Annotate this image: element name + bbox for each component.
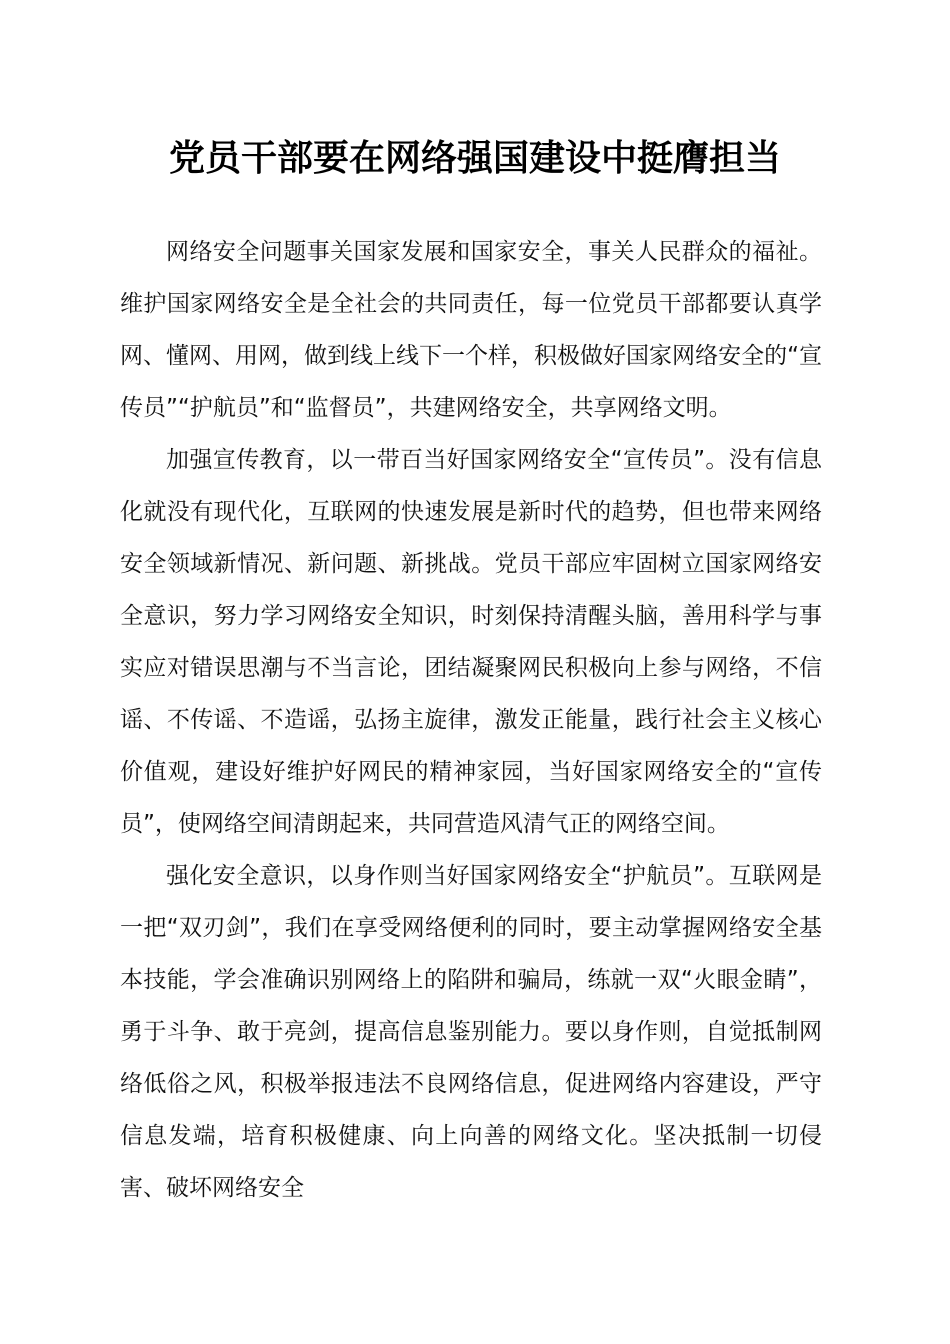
paragraph-security: 强化安全意识，以身作则当好国家网络安全“护航员”。互联网是一把“双刃剑”，我们在享受网络便利的同时，要主动掌握网络安全基本技能，学会准确识别网络上的陷阱和骗局，练就一双“火眼金睛”，勇于斗争、敢于亮剑，提高信息鉴别能力。要以身作则，自觉抵制网络低俗之风，积极举报违法不良网络信息，促进网络内容建设，严守信息发端，培育积极健康、向上向善的网络文化。坚决抵制一切侵害、破坏网络安全 — [120, 863, 822, 1201]
paragraph-intro: 网络安全问题事关国家发展和国家安全，事关人民群众的福祉。维护国家网络安全是全社会的共同责任，每一位党员干部都要认真学网、懂网、用网，做到线上线下一个样，积极做好国家网络安全的“宣传员”“护航员”和“监督员”，共建网络安全，共享网络文明。 — [120, 239, 822, 421]
document-body — [120, 226, 822, 1214]
document-title: 党员干部要在网络强国建设中挺膺担当 — [168, 137, 781, 179]
paragraph-propaganda: 加强宣传教育，以一带百当好国家网络安全“宣传员”。没有信息化就没有现代化，互联网的快速发展是新时代的趋势，但也带来网络安全领域新情况、新问题、新挑战。党员干部应牢固树立国家网络安全意识，努力学习网络安全知识，时刻保持清醒头脑，善用科学与事实应对错误思潮与不当言论，团结凝聚网民积极向上参与网络，不信谣、不传谣、不造谣，弘扬主旋律，激发正能量，践行社会主义核心价值观，建设好维护好网民的精神家园，当好国家网络安全的“宣传员”，使网络空间清朗起来，共同营造风清气正的网络空间。 — [120, 447, 822, 837]
